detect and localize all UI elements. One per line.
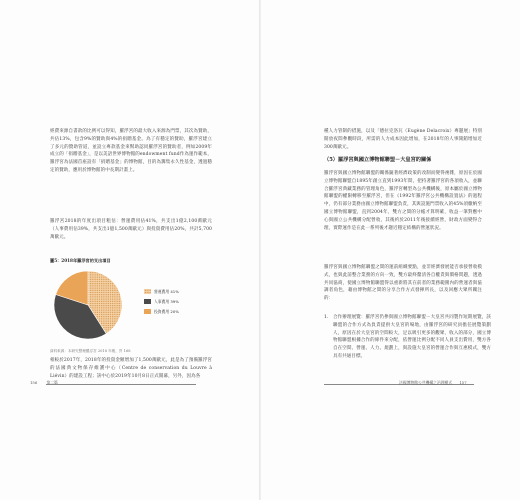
- right-footer: [399, 380, 467, 386]
- figure-title: 圖5：2018年羅浮宮的支出項目: [50, 258, 111, 263]
- right-running-head: 法國博物館公共機構之治理模式: [399, 380, 453, 385]
- legend-label-3: 投資費用 20%: [154, 309, 179, 314]
- right-paragraph-top: 種人力管制的措施，以及「德拉克洛瓦（Eugène Delacroix）專題展」特別開放夜間參觀時段，所需的人力成本因此增加，在2018年的人事開銷增加近300萬歐元。: [324, 129, 482, 150]
- right-page: [261, 0, 520, 500]
- right-paragraph-1: 羅浮宮與國立博物館聯盟的關係隨著經濟政策的改制而變得複雜，原因在於國立博物館聯盟自1895年創立直到1993年間，把持著羅浮宮的各項收入，並聯合羅浮宮典藏業務的管理角色，羅浮宮轉型為公共機構後，原本屬於國立博物館聯盟的權限轉移至羅浮宮，但在《1992年羅浮宮公共機構設置法》的過程中，仍有部分業務由國立博物館聯盟負責，其與設施門票收入的45%須繳納至國立博物館聯盟，直到2004年，雙方之間的分帳才算明確，收益一筆對應中心與國立公共機構分配營收，其後約於2011年後接續經營，財政方面變得合理，實際運作是在此一系列後才趨近穩定結構的營運狀況。: [324, 171, 482, 231]
- left-paragraph-2: 羅浮宮2018的年度出項目粗估：營運費用佔41%，共支出1億2,100萬歐元（人事費用佔39%，共支出1億1,500萬歐元）與投資費用佔20%，共計5,700萬歐元。: [50, 219, 212, 240]
- legend-label-1: 營運費用 41%: [154, 289, 179, 294]
- left-page-number: 156: [30, 380, 38, 385]
- right-paragraph-2: 羅浮宮與國立博物館聯盟之間的運前組織要點，並非經濟發展能否承接營收模式，也與此前整合業務的方向一致，雙方最終釐清各自權責與價格問題，透過共同協商，使國立博物館聯盟得以重新將其在前者的業務範圍內的營運者與協調者角色，藉由博物館之間的分享合作方式發揮所長，以及回應大眾所關注的：: [324, 265, 482, 302]
- left-paragraph-3: 相較於2017年，2018年的投資金額增加了1,500萬歐元，此是為了預備羅浮宮的法國典文物保存維護中心（Centre de conservation du Louvre à Liévin）的建設工程；該中心於2019年10月8日正式開幕，另外，因為各: [50, 358, 212, 379]
- left-page: [0, 0, 259, 500]
- pie-chart-svg: [50, 265, 210, 345]
- legend-swatch-1: [144, 289, 151, 294]
- legend-swatch-3: [144, 309, 151, 314]
- left-footer-rule: [46, 384, 196, 385]
- left-chapter-label: 第二篇: [46, 380, 58, 385]
- list-number: 1.: [324, 315, 329, 320]
- legend-swatch-2: [144, 299, 151, 304]
- figure-caption: 資料來源：本研究整理羅浮宮 2018 年報，頁 168: [50, 349, 131, 353]
- pie-chart: [50, 265, 210, 345]
- section-heading: （5）羅浮宮與國立博物館聯盟－大皇宮的關係: [324, 157, 432, 163]
- right-page-number: 157: [459, 380, 467, 385]
- left-paragraph-1: 經費來源自書款的比例可以得知，羅浮宮的最大收入來源為門票，其次為贊助，共佔13%，包含9%的贊助與4%的捐贈基金。為了有穩定的贊助，羅浮宮建立了多元的贊助管道，並設立專款基金來幫助認同羅浮宮的贊助者，例如2009年成立的「捐贈基金」，是以美語世界博物館的endowment fund作為運作範本，羅浮宮為法國首座設有「捐贈基金」的博物館，目的為籌集永久性基金，透過穩定的贊助，應用於博物館的中長期計畫上。: [50, 129, 212, 173]
- legend-label-2: 人事費用 39%: [154, 299, 179, 304]
- left-footer: [30, 380, 58, 386]
- list-item-1: 1. 合作辦理展覽：羅浮宮仍參與國立博物館聯盟－大皇宮共同製作短期展覽，該聯盟的合作方式為負責提供大皇宮的場地，由羅浮宮的研究員擔任展覽策劃人，原因在於大皇宮的空間較大，足以吸引更多的觀眾，收入的部分，國立博物館聯盟根據合作的條件來分配，依營運比例分配不同人員支出費用，雙方各自在空間、營運、人力、規劃上，與設施大皇宮的營運合作與互惠模式，雙方具有共通目標。: [324, 315, 491, 359]
